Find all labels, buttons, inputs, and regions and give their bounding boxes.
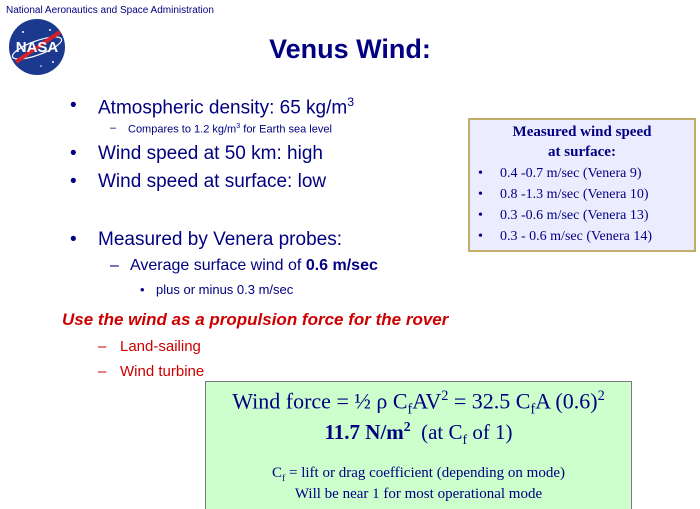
measured-box-heading-1: Measured wind speed [512,124,652,140]
agency-name: National Aeronautics and Space Administration [6,5,214,16]
wind-force-box [205,381,632,509]
page-title: Venus Wind: [269,34,431,64]
nasa-logo-text: NASA [15,39,59,56]
wind-force-equation: Wind force = ½ ρ $C_fAV^2 = 32.5$ $C_fA$ $(0.6)^2$ [232,388,605,418]
measured-box-heading-2: at surface: [548,144,616,160]
propulsion-callout: Use the wind as a propulsion force for the rover [62,310,449,329]
near-one-note: Will be near 1 for most operational mode [294,486,543,502]
wind-force-result: 11.7 $N/m^2$ (at $C_f$ of 1) [324,419,513,448]
measured-wind-box: Measured wind speed at surface: • 0.4 -0.7 m/sec (Venera 9) • 0.8 -1.3 m/sec (Venera 10) • 0.3 -0.6 m/sec (Venera 13) • 0.3 - 0.6 m/sec (Venera 14) [468,118,696,252]
cf-definition: $C_f$ = lift or drag coefficient (depending on mode) [271,465,566,484]
